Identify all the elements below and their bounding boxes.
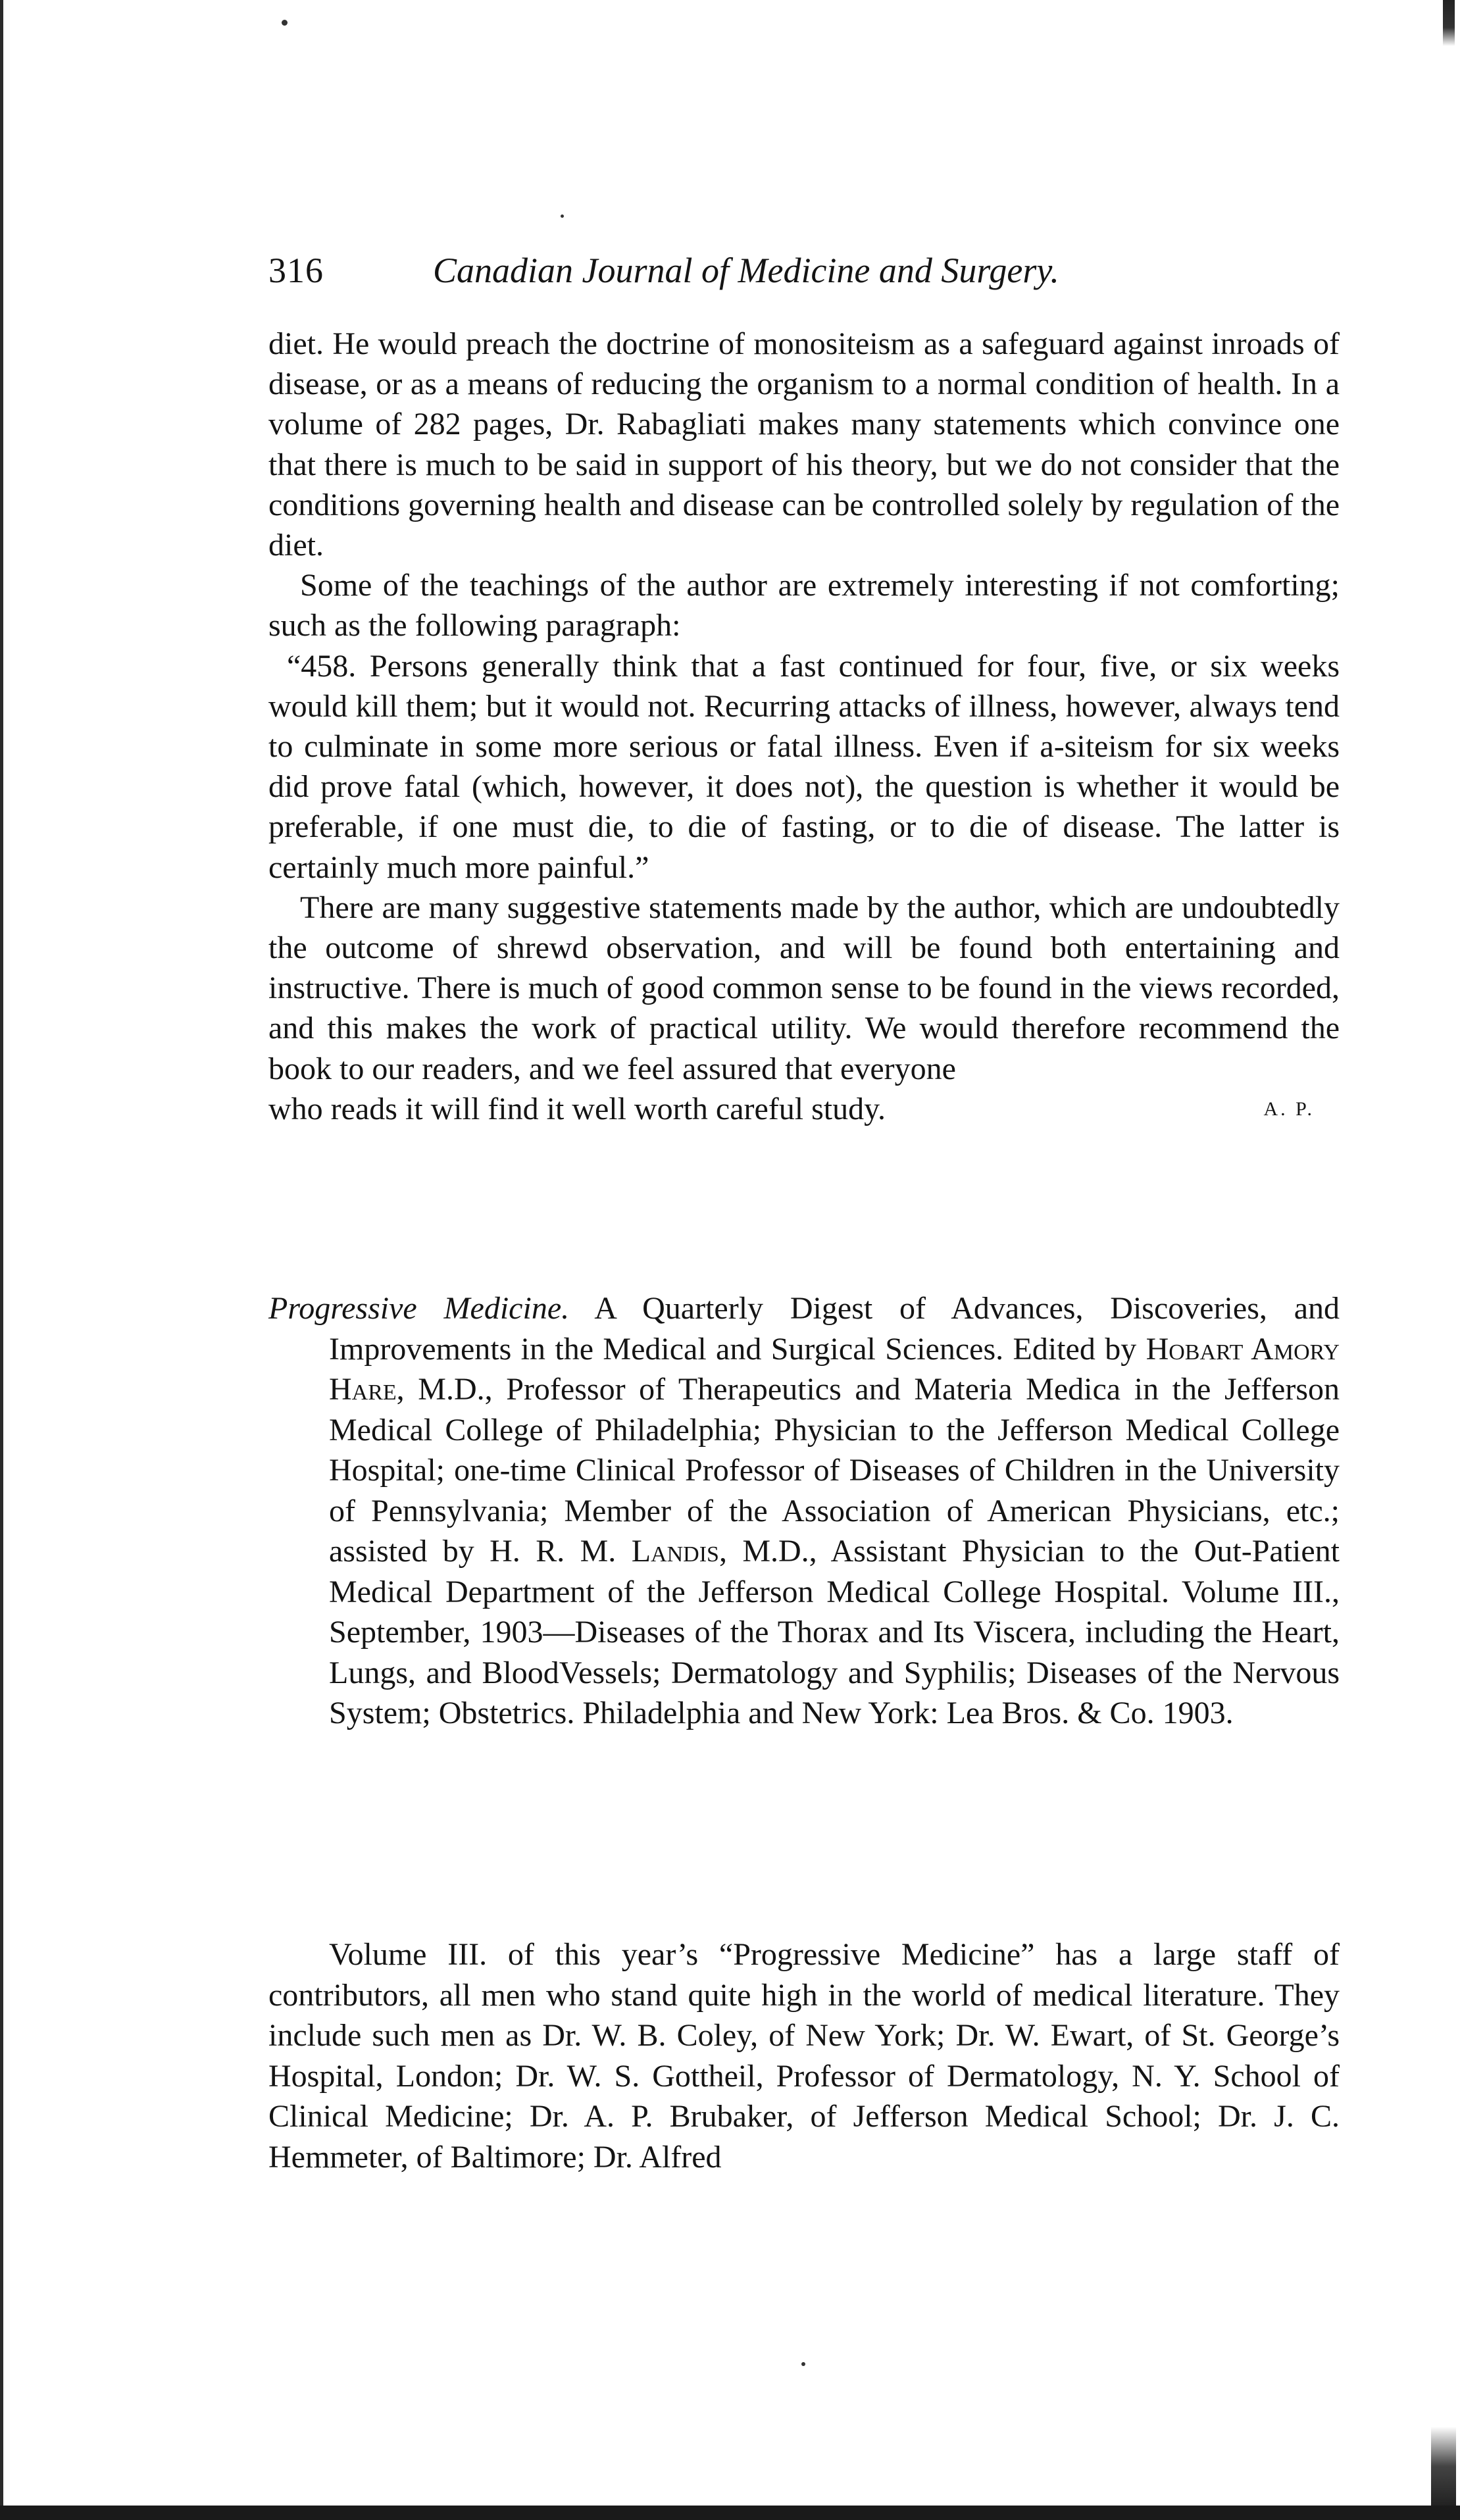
editor-name: Hobart Amory Hare xyxy=(329,1331,1340,1407)
page-header xyxy=(268,250,1190,303)
book-review-citation xyxy=(268,1288,1340,1734)
paragraph: There are many suggestive statements made by the author, which are undoubtedly the outcome of shrewd observation, and will be found both entertaining and instructive. There is much of good common sense to be found in the views recorded, and this makes the work of practical utility. We would therefore recommend the book to our readers, and we feel assured that everyone xyxy=(268,890,1340,1086)
paragraph: diet. He would preach the doctrine of monositeism as a safeguard against inroads of disease, or as a means of reducing the organism to a normal condition of health. In a volume of 282 pages, Dr. Rabagliati makes many statements which convince one that there is much to be said in support of his theory, but we do not consider that the conditions governing health and disease can be controlled solely by regulation of the diet. xyxy=(268,326,1340,563)
citation-paragraph xyxy=(268,1288,1340,1734)
author-initials: A. P. xyxy=(1263,1097,1315,1120)
citation-text: A Quarterly Digest of Advances, Discoveries, and Improvements in the Medical and Surgical Sciences. Edited by xyxy=(329,1291,1340,1367)
scan-left-edge xyxy=(0,0,3,2520)
scan-speck xyxy=(561,214,564,218)
assistant-name: Landis xyxy=(631,1534,719,1569)
running-title: Canadian Journal of Medicine and Surgery. xyxy=(433,251,1059,290)
article-body xyxy=(268,324,1340,1129)
book-title: Progressive Medicine. xyxy=(268,1291,570,1326)
scan-corner-mark-top-right xyxy=(1443,0,1455,46)
citation-text: , M.D., Assistant Physician to the Out-Patient Medical Department of the Jefferson Medical College Hospital. Volume III., September, 1903—Diseases of the Thorax and Its Viscera, including the Heart, Lungs, and BloodVessels; Dermatology and Syphilis; Diseases of the Nervous System; Obstetrics. Philadelphia and New York: Lea Bros. & Co. 1903. xyxy=(329,1534,1340,1730)
closing-line xyxy=(268,1089,1340,1129)
closing-text: who reads it will find it well worth careful study. xyxy=(268,1091,886,1126)
book-review-body xyxy=(268,1934,1340,2177)
paragraph: Volume III. of this year’s “Progressive Medicine” has a large staff of contributors, all men who stand quite high in the world of medical literature. They include such men as Dr. W. B. Coley, of New York; Dr. W. Ewart, of St. George’s Hospital, London; Dr. W. S. Gottheil, Professor of Dermatology, N. Y. School of Clinical Medicine; Dr. A. P. Brubaker, of Jefferson Medical School; Dr. J. C. Hemmeter, of Baltimore; Dr. Alfred xyxy=(268,1937,1340,2175)
paragraph: Some of the teachings of the author are extremely interesting if not comforting; such as the following paragraph: xyxy=(268,568,1340,643)
scan-speck xyxy=(801,2362,805,2366)
scan-speck xyxy=(282,20,288,26)
block-quote: “458. Persons generally think that a fast continued for four, five, or six weeks would kill them; but it would not. Recurring attacks of illness, however, always tend to culminate in some more serious or fatal illness. Even if a-siteism for six weeks did prove fatal (which, however, it does not), the question is whether it would be preferable, if one must die, to die of fasting, or to die of disease. The latter is certainly much more painful.” xyxy=(268,648,1340,885)
citation-text: , M.D., Professor of Therapeutics and Materia Medica in the Jefferson Medical College of Philadelphia; Physician to the Jefferson Medical College Hospital; one-time Clinical Professor of Diseases of Children in the University of Pennsylvania; Member of the Association of American Physicians, etc.; assisted by H. R. M. xyxy=(329,1372,1340,1569)
scan-bottom-edge xyxy=(0,2506,1460,2520)
page-number: 316 xyxy=(268,251,324,290)
scan-corner-mark-bottom-right xyxy=(1431,2427,1456,2506)
